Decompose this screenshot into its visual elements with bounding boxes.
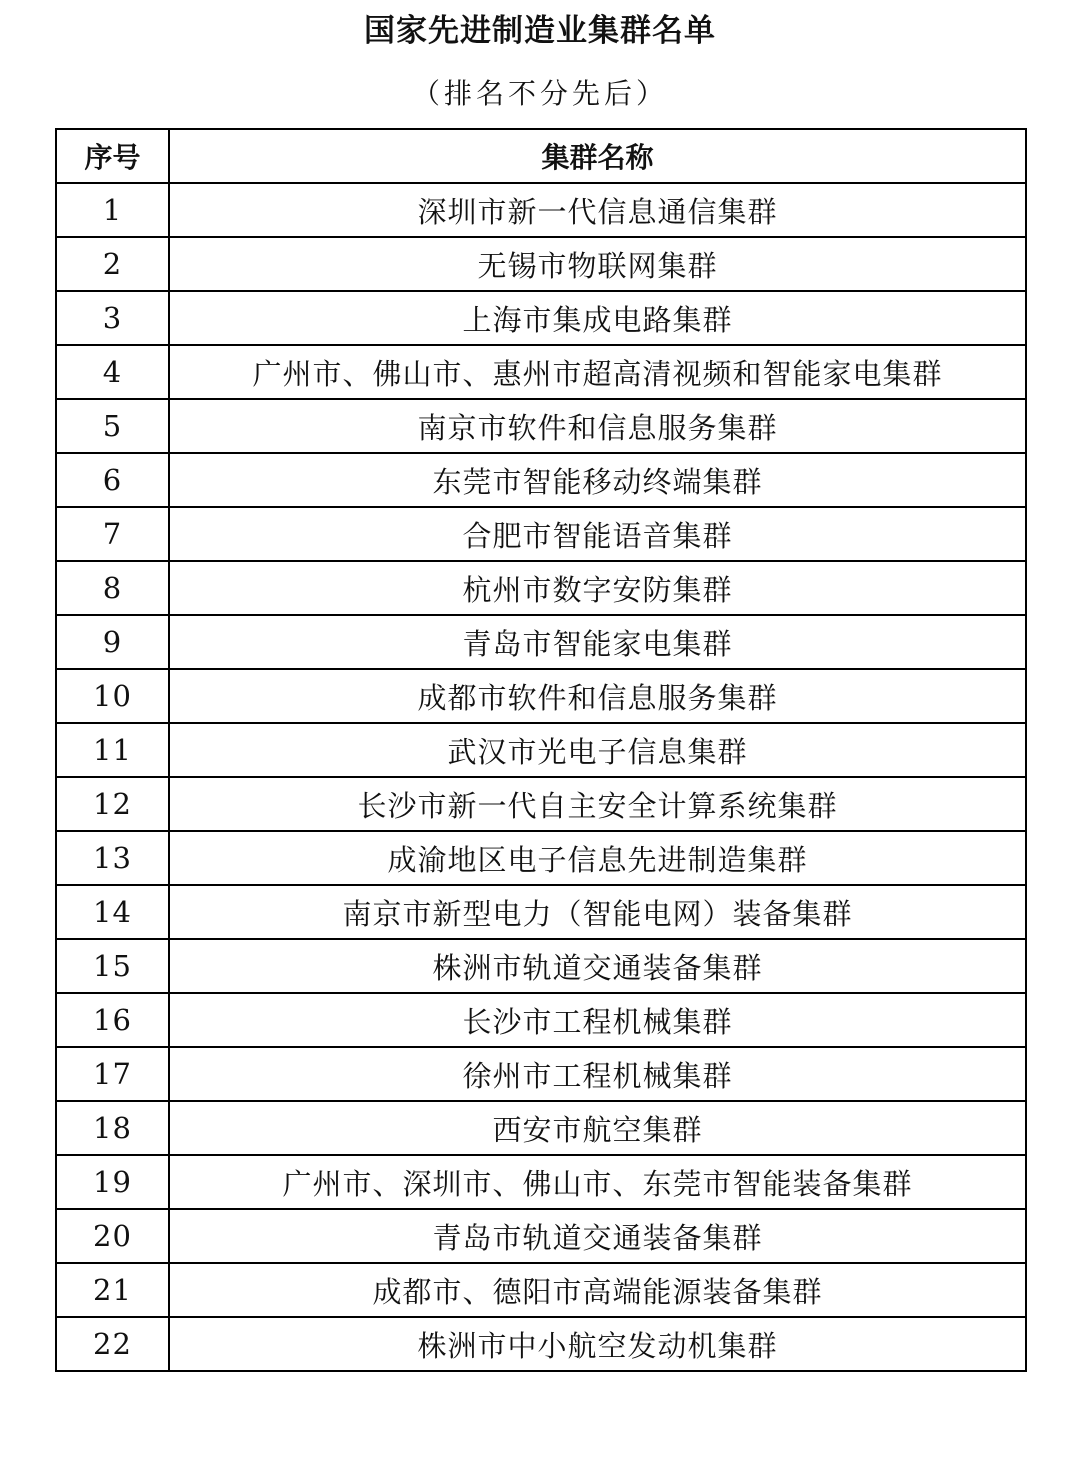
cluster-name-cell: 徐州市工程机械集群 [169, 1047, 1026, 1101]
cluster-name-cell: 株洲市中小航空发动机集群 [169, 1317, 1026, 1371]
table-row [56, 1155, 1026, 1209]
document-title: 国家先进制造业集群名单 [364, 13, 716, 49]
cluster-name-cell: 无锡市物联网集群 [169, 237, 1026, 291]
row-number-cell: 6 [56, 453, 169, 507]
row-number-cell: 4 [56, 345, 169, 399]
table-row [56, 183, 1026, 237]
cluster-name-cell: 西安市航空集群 [169, 1101, 1026, 1155]
column-header-number: 序号 [56, 129, 169, 183]
row-number-cell: 18 [56, 1101, 169, 1155]
row-number-cell: 5 [56, 399, 169, 453]
document-subtitle: （排名不分先后） [411, 77, 668, 110]
row-number-cell: 2 [56, 237, 169, 291]
table-row [56, 723, 1026, 777]
table-row [56, 885, 1026, 939]
table-row [56, 777, 1026, 831]
cluster-table [55, 128, 1027, 1372]
cluster-name-cell: 南京市新型电力（智能电网）装备集群 [169, 885, 1026, 939]
cluster-name-cell: 成都市、德阳市高端能源装备集群 [169, 1263, 1026, 1317]
cluster-name-cell: 深圳市新一代信息通信集群 [169, 183, 1026, 237]
row-number-cell: 14 [56, 885, 169, 939]
row-number-cell: 17 [56, 1047, 169, 1101]
cluster-name-cell: 杭州市数字安防集群 [169, 561, 1026, 615]
row-number-cell: 22 [56, 1317, 169, 1371]
table-row [56, 237, 1026, 291]
row-number-cell: 13 [56, 831, 169, 885]
row-number-cell: 15 [56, 939, 169, 993]
row-number-cell: 8 [56, 561, 169, 615]
table-row [56, 399, 1026, 453]
table-row [56, 1047, 1026, 1101]
cluster-name-cell: 青岛市轨道交通装备集群 [169, 1209, 1026, 1263]
row-number-cell: 9 [56, 615, 169, 669]
cluster-name-cell: 合肥市智能语音集群 [169, 507, 1026, 561]
cluster-name-cell: 长沙市新一代自主安全计算系统集群 [169, 777, 1026, 831]
cluster-name-cell: 广州市、佛山市、惠州市超高清视频和智能家电集群 [169, 345, 1026, 399]
table-header-row [56, 129, 1026, 183]
cluster-name-cell: 南京市软件和信息服务集群 [169, 399, 1026, 453]
row-number-cell: 20 [56, 1209, 169, 1263]
row-number-cell: 10 [56, 669, 169, 723]
table-row [56, 507, 1026, 561]
table-body [56, 183, 1026, 1371]
cluster-name-cell: 成都市软件和信息服务集群 [169, 669, 1026, 723]
table-row [56, 615, 1026, 669]
cluster-name-cell: 广州市、深圳市、佛山市、东莞市智能装备集群 [169, 1155, 1026, 1209]
cluster-name-cell: 东莞市智能移动终端集群 [169, 453, 1026, 507]
row-number-cell: 1 [56, 183, 169, 237]
cluster-name-cell: 成渝地区电子信息先进制造集群 [169, 831, 1026, 885]
cluster-name-cell: 长沙市工程机械集群 [169, 993, 1026, 1047]
table-row [56, 993, 1026, 1047]
table-row [56, 453, 1026, 507]
column-header-cluster-name: 集群名称 [169, 129, 1026, 183]
row-number-cell: 7 [56, 507, 169, 561]
cluster-name-cell: 株洲市轨道交通装备集群 [169, 939, 1026, 993]
table-row [56, 291, 1026, 345]
table-row [56, 669, 1026, 723]
table-row [56, 345, 1026, 399]
row-number-cell: 16 [56, 993, 169, 1047]
row-number-cell: 21 [56, 1263, 169, 1317]
cluster-name-cell: 上海市集成电路集群 [169, 291, 1026, 345]
row-number-cell: 3 [56, 291, 169, 345]
table-row [56, 939, 1026, 993]
row-number-cell: 11 [56, 723, 169, 777]
table-row [56, 831, 1026, 885]
row-number-cell: 19 [56, 1155, 169, 1209]
cluster-name-cell: 青岛市智能家电集群 [169, 615, 1026, 669]
table-row [56, 1209, 1026, 1263]
table-row [56, 1317, 1026, 1371]
cluster-name-cell: 武汉市光电子信息集群 [169, 723, 1026, 777]
table-row [56, 1263, 1026, 1317]
table-row [56, 1101, 1026, 1155]
table-row [56, 561, 1026, 615]
row-number-cell: 12 [56, 777, 169, 831]
